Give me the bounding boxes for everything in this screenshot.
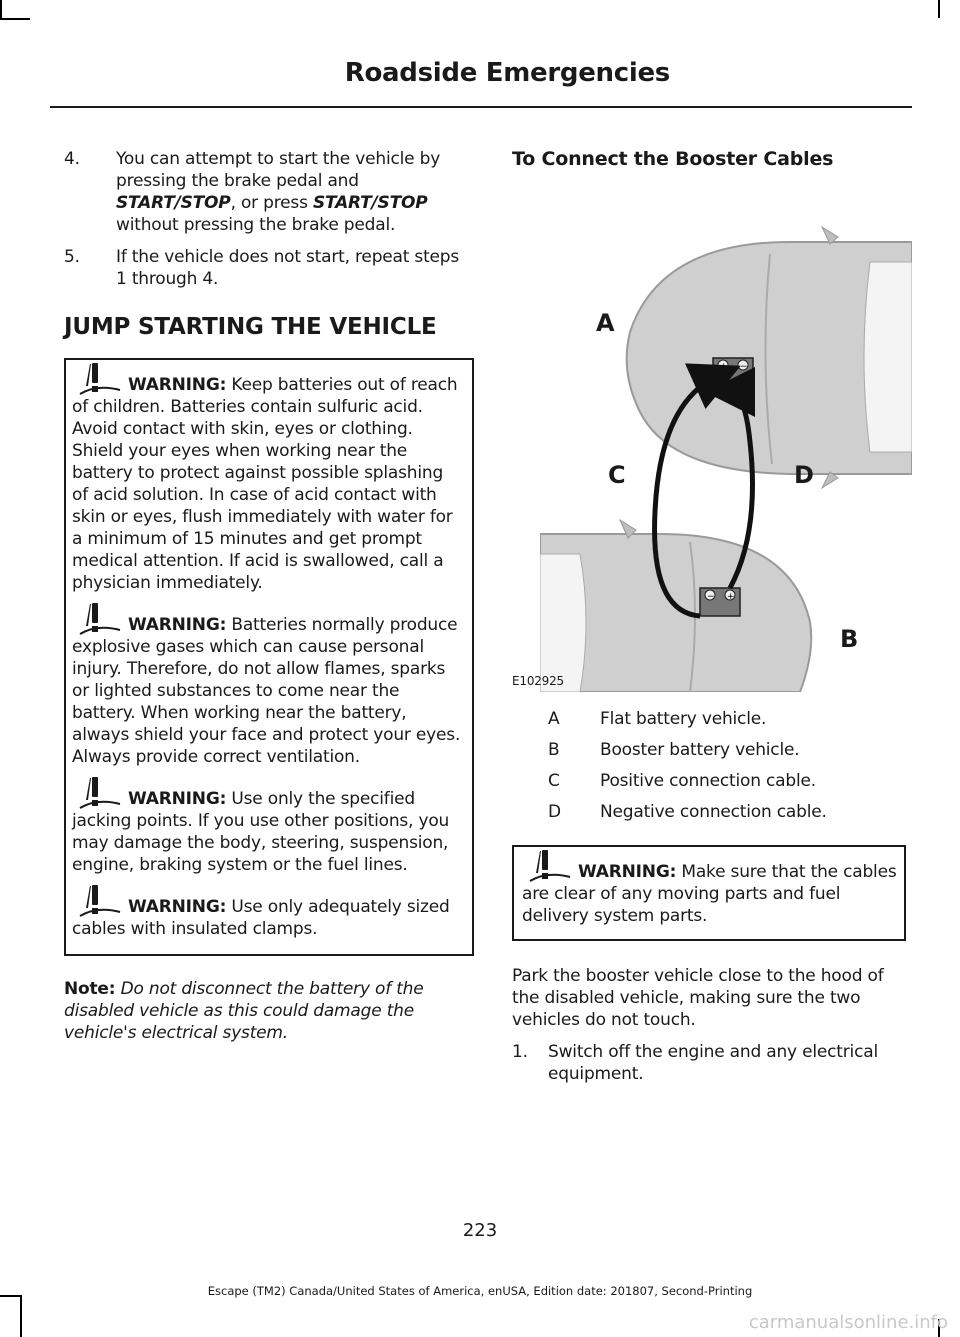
right-column bbox=[512, 148, 906, 1095]
warning-item bbox=[72, 896, 464, 940]
legend-key: D bbox=[548, 802, 561, 822]
label-b: B bbox=[840, 625, 859, 653]
section-title: JUMP STARTING THE VEHICLE bbox=[64, 314, 437, 340]
start-stop-term: START/STOP bbox=[312, 193, 428, 213]
legend-row bbox=[548, 708, 906, 730]
left-column bbox=[64, 148, 474, 1044]
page-title: Roadside Emergencies bbox=[344, 58, 670, 88]
step-text-part: You can attempt to start the vehicle by pressing the brake pedal and bbox=[116, 149, 441, 191]
warning-label: WARNING: bbox=[128, 615, 227, 635]
subsection-title: To Connect the Booster Cables bbox=[512, 148, 834, 170]
watermark: carmanualsonline.info bbox=[748, 1312, 948, 1333]
instruction-paragraph: Park the booster vehicle close to the hood of the disabled vehicle, making sure the two vehicles do not touch. bbox=[512, 966, 884, 1030]
warning-item bbox=[72, 374, 464, 594]
legend-row bbox=[548, 801, 906, 823]
svg-text:+: + bbox=[727, 592, 735, 602]
page-number: 223 bbox=[462, 1220, 498, 1241]
note-label: Note: bbox=[64, 979, 116, 999]
warning-text: Batteries normally produce explosive gases which can cause personal injury. Therefore, do not allow flames, sparks or lighted substances to come near the battery. When working near the battery, always shield your face and protect your eyes. Always provide correct ventilation. bbox=[72, 615, 461, 767]
label-c: C bbox=[608, 461, 626, 489]
warning-label: WARNING: bbox=[128, 375, 227, 395]
warning-icon bbox=[72, 882, 122, 904]
warning-label: WARNING: bbox=[578, 862, 677, 882]
figure-id: E102925 bbox=[512, 674, 564, 688]
crop-mark bbox=[0, 0, 2, 18]
figure-legend bbox=[548, 708, 906, 823]
warning-text: Make sure that the cables are clear of any moving parts and fuel delivery system parts. bbox=[522, 862, 897, 926]
svg-text:−: − bbox=[740, 362, 748, 372]
crop-mark bbox=[0, 18, 30, 20]
warning-icon bbox=[72, 600, 122, 622]
label-a: A bbox=[596, 309, 615, 337]
warning-label: WARNING: bbox=[128, 789, 227, 809]
step-text: Switch off the engine and any electrical equipment. bbox=[548, 1042, 878, 1084]
warning-item bbox=[522, 861, 898, 927]
step-number: 1. bbox=[512, 1042, 528, 1062]
warning-label: WARNING: bbox=[128, 897, 227, 917]
step-text-part: , or press bbox=[230, 193, 313, 213]
warning-icon bbox=[72, 774, 122, 796]
warning-box bbox=[512, 845, 906, 941]
legend-key: B bbox=[548, 740, 560, 760]
warning-text: Use only adequately sized cables with insulated clamps. bbox=[72, 897, 450, 939]
step-text-part: without pressing the brake pedal. bbox=[116, 215, 396, 235]
warning-text: Keep batteries out of reach of children. Batteries contain sulfuric acid. Avoid contact with skin, eyes or clothing. Shield your eyes when working near the battery to protect against possible splashing of acid solution. In case of acid contact with skin or eyes, flush immediately with water for a minimum of 15 minutes and get prompt medical attention. If acid is swallowed, call a physician immediately. bbox=[72, 375, 458, 593]
step-number: 4. bbox=[64, 149, 80, 169]
step-number: 5. bbox=[64, 247, 80, 267]
warning-box bbox=[64, 358, 474, 956]
booster-cable-diagram bbox=[512, 182, 912, 692]
legend-key: C bbox=[548, 771, 560, 791]
step-1 bbox=[512, 1041, 906, 1085]
legend-row bbox=[548, 770, 906, 792]
note bbox=[64, 978, 474, 1044]
svg-text:−: − bbox=[707, 592, 715, 602]
warning-item bbox=[72, 614, 464, 768]
battery-icon bbox=[700, 588, 740, 616]
legend-value: Flat battery vehicle. bbox=[600, 709, 767, 729]
step-text: If the vehicle does not start, repeat steps 1 through 4. bbox=[116, 247, 460, 289]
step-5 bbox=[64, 246, 474, 290]
warning-item bbox=[72, 788, 464, 876]
crop-mark bbox=[20, 1297, 22, 1337]
legend-key: A bbox=[548, 709, 560, 729]
start-stop-term: START/STOP bbox=[116, 193, 231, 213]
battery-icon bbox=[713, 358, 753, 386]
legend-value: Booster battery vehicle. bbox=[600, 740, 800, 760]
label-d: D bbox=[794, 461, 814, 489]
warning-icon bbox=[522, 847, 572, 869]
note-text: Do not disconnect the battery of the disabled vehicle as this could damage the vehicle's electrical system. bbox=[64, 979, 424, 1043]
legend-value: Positive connection cable. bbox=[600, 771, 816, 791]
diagram-drawing bbox=[540, 182, 912, 692]
warning-icon bbox=[72, 360, 122, 382]
flat-battery-vehicle bbox=[627, 227, 912, 488]
step-text bbox=[116, 149, 440, 235]
step-4 bbox=[64, 148, 474, 236]
header-rule bbox=[50, 106, 912, 108]
warning-text: Use only the specified jacking points. If you use other positions, you may damage the body, steering, suspension, engine, braking system or the fuel lines. bbox=[72, 789, 450, 875]
svg-text:+: + bbox=[720, 362, 728, 372]
edition-footer: Escape (TM2) Canada/United States of America, enUSA, Edition date: 201807, Second-Printing bbox=[207, 1284, 753, 1298]
legend-value: Negative connection cable. bbox=[600, 802, 827, 822]
crop-mark bbox=[938, 0, 940, 18]
legend-row bbox=[548, 739, 906, 761]
